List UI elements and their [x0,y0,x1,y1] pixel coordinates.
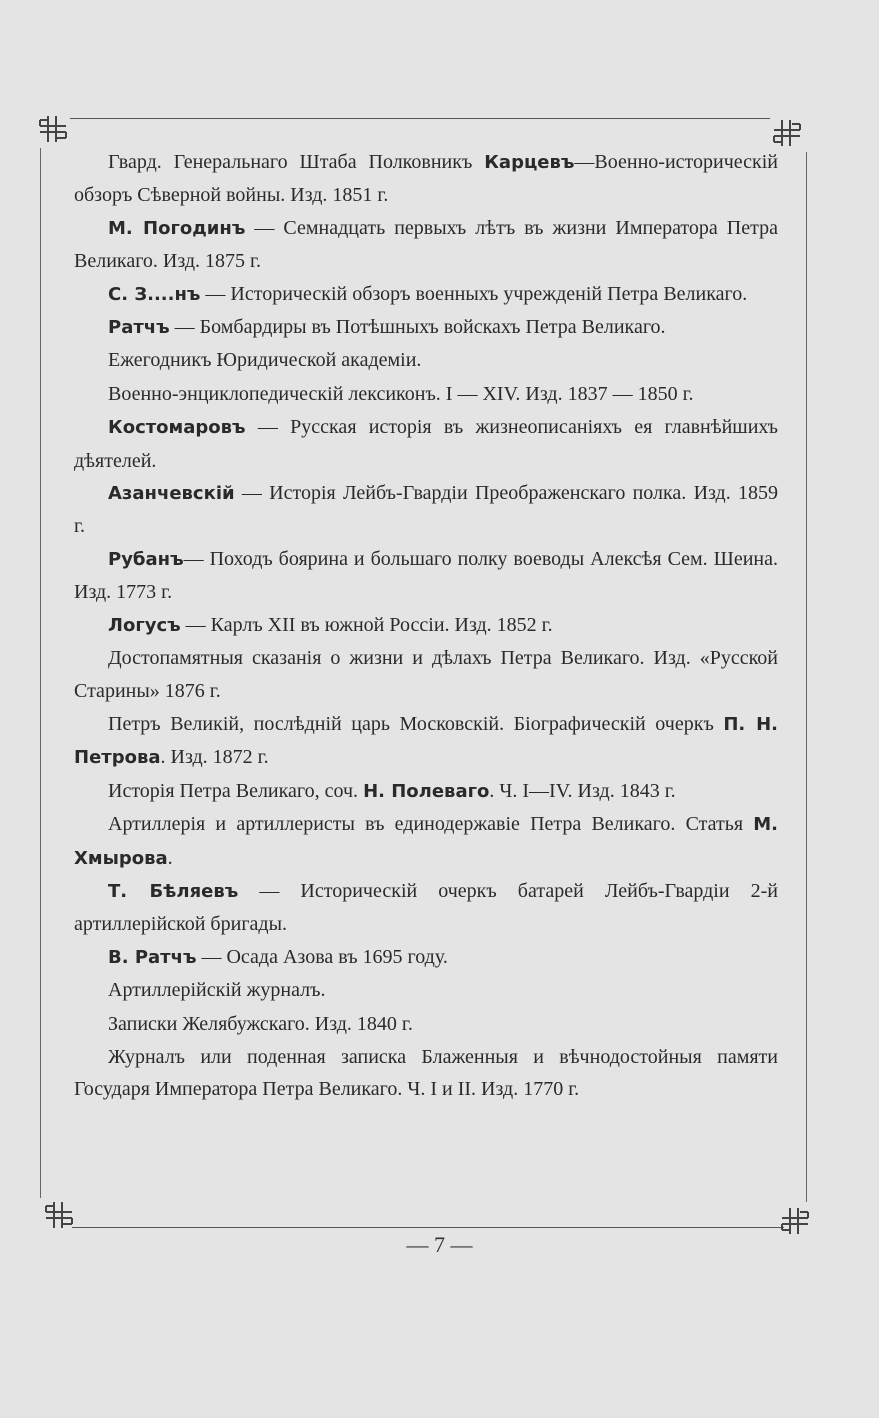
corner-ornament-icon [36,112,70,146]
entry-text: —Военно-историческій обзоръ Сѣверной войны. Изд. 1851 г. [74,151,778,207]
bibliography-entry [74,775,778,808]
entry-prefix: Артиллерійскій журналъ. [108,979,326,1002]
bibliography-entry [74,212,778,278]
entry-text: — Бомбардиры въ Потѣшныхъ войскахъ Петра Великаго. [169,316,666,339]
bibliography-entry [74,477,778,543]
bibliography-entry [74,1041,778,1107]
entry-author: В. Ратчъ [108,946,197,968]
entry-author: Азанчевскій [108,483,235,505]
bibliography-entry [74,609,778,642]
bibliography-entry [74,808,778,875]
bibliography-entry [74,543,778,609]
entry-prefix: Достопамятныя сказанія о жизни и дѣлахъ Петра Великаго. Изд. «Русской Старины» 1876 г. [74,647,778,702]
entry-text: — Русская исторія въ жизнеописаніяхъ ея главнѣйшихъ дѣятелей. [74,416,778,472]
entry-prefix: Журналъ или поденная записка Блаженныя и вѣчнодостойныя памяти Государя Императора Петра Великаго. Ч. I и II. Изд. 1770 г. [74,1045,778,1101]
entry-prefix: Петръ Великій, послѣдній царь Московскій. Біографическій очеркъ [108,712,724,735]
entry-author: Ратчъ [108,317,170,339]
bibliography-entry [74,708,778,775]
bibliography-list [74,146,778,1107]
entry-text: — Осада Азова въ 1695 году. [196,945,448,968]
entry-author: Н. Полеваго [363,780,490,802]
entry-author: М. Погодинъ [108,217,246,239]
entry-author: С. З....нъ [108,283,201,305]
entry-author: Рубанъ [108,548,184,570]
entry-prefix: Исторія Петра Великаго, соч. [108,779,364,802]
bibliography-entry [74,311,778,344]
entry-author: П. Н. Петрова [74,713,778,769]
frame-right-rule [806,152,807,1202]
bibliography-entry [74,642,778,708]
entry-author: Карцевъ [484,152,575,173]
bibliography-entry [74,278,778,311]
entry-text: — Историческій очеркъ батарей Лейбъ-Гвардіи 2-й артиллерійской бригады. [74,879,778,936]
entry-prefix: Артиллерія и артиллеристы въ единодержавіе Петра Великаго. Статья [108,813,754,836]
entry-text: . [167,846,173,869]
entry-prefix: Военно-энциклопедическій лексиконъ. I — XIV. Изд. 1837 — 1850 г. [108,382,694,405]
entry-prefix: Записки Желябужскаго. Изд. 1840 г. [108,1012,413,1035]
frame-left-rule [40,148,41,1198]
entry-text: — Походъ боярина и большаго полку воеводы Алексѣя Сем. Шеина. Изд. 1773 г. [74,547,778,604]
entry-text: — Историческій обзоръ военныхъ учрежденій Петра Великаго. [200,282,748,305]
entry-author: Т. Бѣляевъ [108,880,239,902]
corner-ornament-icon [42,1198,76,1232]
entry-text: . Изд. 1872 г. [160,746,269,769]
entry-author: М. Хмырова [74,814,778,869]
bibliography-entry [74,941,778,974]
page-number: — 7 — [406,1232,473,1257]
entry-author: Логусъ [108,614,181,636]
bibliography-entry [74,974,778,1007]
frame-top-rule [70,118,770,119]
entry-text: . Ч. I—IV. Изд. 1843 г. [489,779,676,802]
entry-prefix: Гвард. Генеральнаго Штаба Полковникъ [108,151,485,173]
frame-bottom-rule [72,1227,784,1228]
entry-text: — Семнадцать первыхъ лѣтъ въ жизни Императора Петра Великаго. Изд. 1875 г. [74,216,778,273]
entry-author: Костомаровъ [108,417,246,439]
corner-ornament-icon [770,116,804,150]
bibliography-entry [74,378,778,411]
bibliography-entry [74,875,778,941]
entry-prefix: Ежегодникъ Юридической академіи. [108,349,422,372]
bibliography-entry [74,1008,778,1041]
bibliography-entry [74,344,778,377]
bibliography-entry [74,146,778,212]
entry-text: — Исторія Лейбъ-Гвардіи Преображенскаго полка. Изд. 1859 г. [74,482,778,538]
bibliography-entry [74,411,778,477]
entry-text: — Карлъ XII въ южной Россіи. Изд. 1852 г. [180,613,553,636]
